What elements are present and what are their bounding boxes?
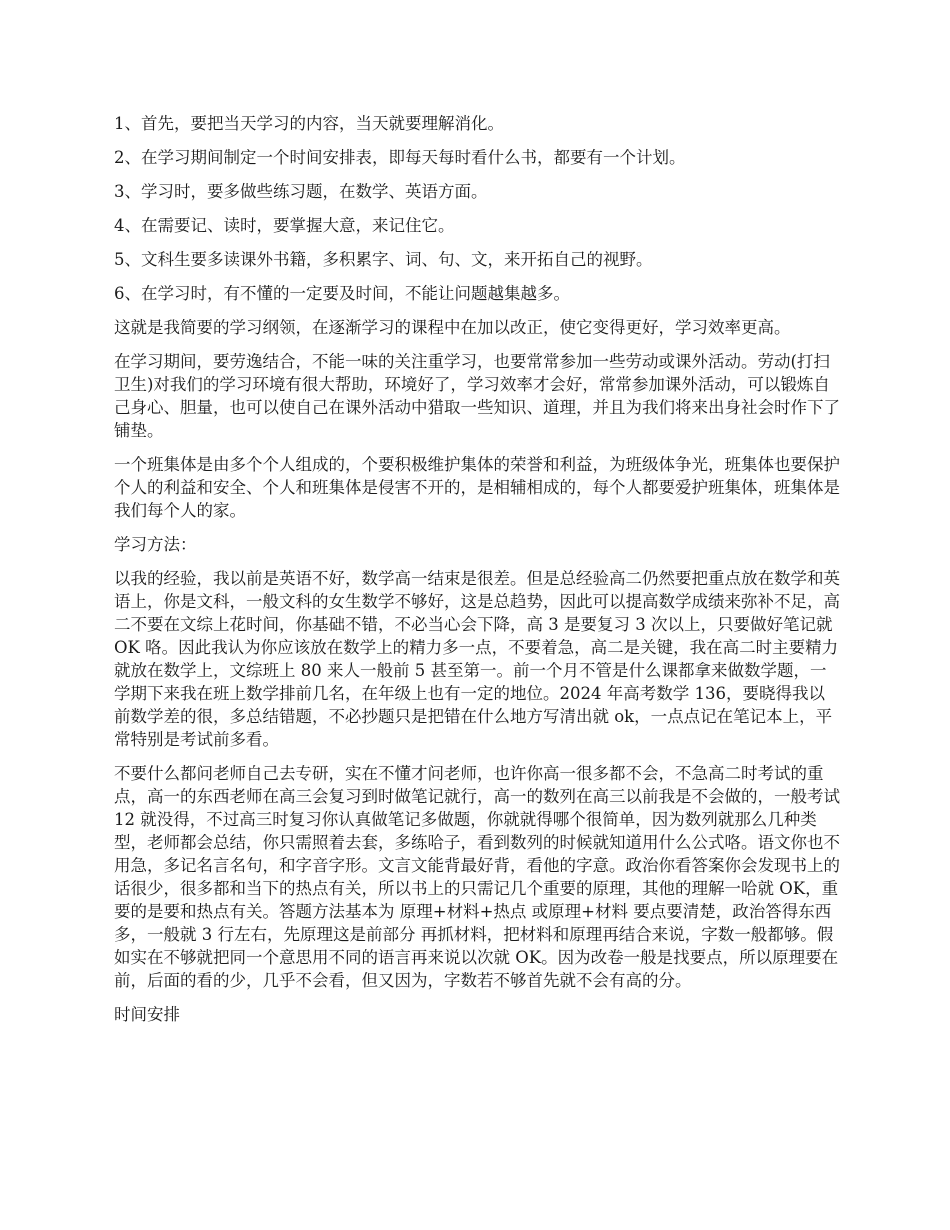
list-item-3: 3、学习时，要多做些练习题，在数学、英语方面。 <box>114 182 488 201</box>
list-item-1: 1、首先，要把当天学习的内容，当天就要理解消化。 <box>114 114 504 133</box>
document-body <box>114 112 840 1037</box>
experience-paragraph: 以我的经验，我以前是英语不好，数学高一结束是很差。但是总经验高二仍然要把重点放在数学和英语上，你是文科，一般文科的女生数学不够好，这是总趋势，因此可以提高数学成绩来弥补不足，高二不要在文综上花时间，你基础不错，不必当心会下降，高 3 是要复习 3 次以上，只要做好笔记就 OK 咯。因此我认为你应该放在数学上的精力多一点，不要着急，高二是关键，我在高二时主要精力就放在数学上，文综班上 80 来人一般前 5 甚至第一。前一个月不管是什么课都拿来做数学题，一学期下来我在班上数学排前几名，在年级上也有一定的地位。2024 年高考数学 136，要晓得我以前数学差的很，多总结错题，不必抄题只是把错在什么地方写清出就 ok，一点点记在笔记本上，平常特别是考试前多看。 <box>114 569 840 749</box>
list-item-6: 6、在学习时，有不懂的一定要及时间，不能让问题越集越多。 <box>114 284 570 303</box>
section-heading-study-methods: 学习方法： <box>114 535 197 554</box>
summary-paragraph: 这就是我简要的学习纲领，在逐渐学习的课程中在加以改正，使它变得更好，学习效率更高。 <box>114 318 791 337</box>
list-item-2: 2、在学习期间制定一个时间安排表，即每天每时看什么书，都要有一个计划。 <box>114 148 686 167</box>
section-heading-schedule: 时间安排 <box>114 1005 180 1024</box>
class-collective-paragraph: 一个班集体是由多个个人组成的，个要积极维护集体的荣誉和利益，为班级体争光，班集体也要保护个人的利益和安全、个人和班集体是侵害不开的，是相辅相成的，每个人都要爱护班集体，班集体是我们每个人的家。 <box>114 455 840 520</box>
work-rest-paragraph: 在学习期间，要劳逸结合，不能一味的关注重学习，也要常常参加一些劳动或课外活动。劳动(打扫卫生)对我们的学习环境有很大帮助，环境好了，学习效率才会好，常常参加课外活动，可以锻炼自己身心、胆量，也可以使自己在课外活动中猎取一些知识、道理，并且为我们将来出身社会时作下了铺垫。 <box>114 352 840 440</box>
advice-paragraph: 不要什么都问老师自己去专研，实在不懂才问老师，也许你高一很多都不会，不急高二时考试的重点，高一的东西老师在高三会复习到时做笔记就行，高一的数列在高三以前我是不会做的，一般考试 12 就没得，不过高三时复习你认真做笔记多做题，你就就得哪个很简单，因为数列就那么几种类型，老师都会总结，你只需照着去套，多练哈子，看到数列的时候就知道用什么公式咯。语文你也不用急，多记名言名句，和字音字形。文言文能背最好背，看他的字意。政治你看答案你会发现书上的话很少，很多都和当下的热点有关，所以书上的只需记几个重要的原理，其他的理解一哈就 OK，重要的是要和热点有关。答题方法基本为 原理+材料+热点 或原理+材料 要点要清楚，政治答得东西多，一般就 3 行左右，先原理这是前部分 再抓材料，把材料和原理再结合来说，字数一般都够。假如实在不够就把同一个意思用不同的语言再来说以次就 OK。因为改卷一般是找要点，所以原理要在前，后面的看的少，几乎不会看，但又因为，字数若不够首先就不会有高的分。 <box>114 764 840 990</box>
list-item-5: 5、文科生要多读课外书籍，多积累字、词、句、文，来开拓自己的视野。 <box>114 250 653 269</box>
list-item-4: 4、在需要记、读时，要掌握大意，来记住它。 <box>114 216 455 235</box>
